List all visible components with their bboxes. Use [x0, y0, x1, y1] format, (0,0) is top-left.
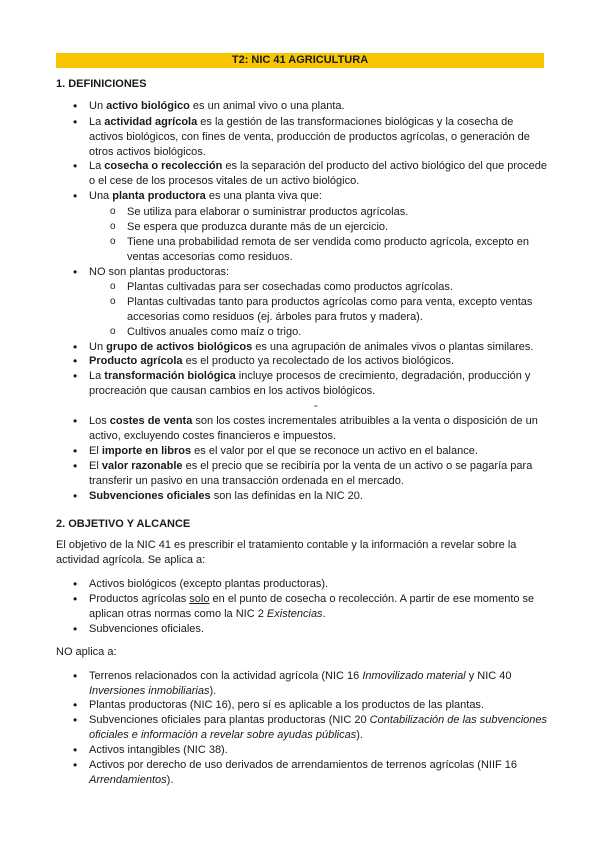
sub-list-item: o Cultivos anuales como maíz o trigo.	[127, 325, 537, 340]
list-item: • Activos por derecho de uso derivados de arrendamientos de terrenos agrícolas (NIIF 16 Arrendamientos).	[89, 758, 549, 788]
list-item: • La actividad agrícola es la gestión de las transformaciones biológicas y la cosecha de activos biológicos, con fines de venta, producción de productos agrícolas, o generación de otros activos biológicos.	[89, 115, 549, 160]
section-heading-objetivo: 2. OBJETIVO Y ALCANCE	[56, 518, 191, 530]
document-title: T2: NIC 41 AGRICULTURA	[56, 53, 544, 68]
intro-paragraph: El objetivo de la NIC 41 es prescribir el tratamiento contable y la información a revelar sobre la actividad agrícola. Se aplica a:	[56, 539, 517, 566]
sub-list-item: o Tiene una probabilidad remota de ser vendida como producto agrícola, excepto en ventas accesorias como residuos.	[127, 235, 537, 265]
list-item: • El importe en libros es el valor por el que se reconoce un activo en el balance.	[89, 444, 549, 459]
sub-list-item: o Se utiliza para elaborar o suministrar productos agrícolas.	[127, 205, 537, 220]
list-item: • Los costes de venta son los costes incrementales atribuibles a la venta o disposición de un activo, excluyendo costes financieros e impuestos.	[89, 414, 549, 444]
list-item: • Producto agrícola es el producto ya recolectado de los activos biológicos.	[89, 354, 549, 369]
list-item: • La transformación biológica incluye procesos de crecimiento, degradación, producción y procreación que causan cambios en los activos biológicos.	[89, 369, 549, 399]
list-item: • Terrenos relacionados con la actividad agrícola (NIC 16 Inmovilizado material y NIC 40 Inversiones inmobiliarias).	[89, 669, 549, 699]
list-item: • Subvenciones oficiales.	[89, 622, 549, 637]
list-item: • Plantas productoras (NIC 16), pero sí es aplicable a los productos de las plantas.	[89, 698, 549, 713]
list-item: • Una planta productora es una planta viva que:	[89, 189, 549, 204]
list-item: • Productos agrícolas solo en el punto de cosecha o recolección. A partir de ese momento se aplican otras normas como la NIC 2 Existencias.	[89, 592, 549, 622]
list-item: • La cosecha o recolección es la separación del producto del activo biológico del que procede o el cese de los procesos vitales de un activo biológico.	[89, 159, 549, 189]
sub-list-item: o Se espera que produzca durante más de un ejercicio.	[127, 220, 537, 235]
list-item: • Activos biológicos (excepto plantas productoras).	[89, 577, 549, 592]
list-item: • El valor razonable es el precio que se recibiría por la venta de un activo o se pagaría para transferir un pasivo en una transacción ordenada en el mercado.	[89, 459, 549, 489]
separator-dash: -	[314, 400, 318, 412]
sub-list-item: o Plantas cultivadas para ser cosechadas como productos agrícolas.	[127, 280, 537, 295]
section-heading-definiciones: 1. DEFINICIONES	[56, 78, 147, 90]
no-aplica-label: NO aplica a:	[56, 646, 117, 658]
list-item: • Activos intangibles (NIC 38).	[89, 743, 549, 758]
list-item: • Un activo biológico es un animal vivo o una planta.	[89, 99, 549, 114]
list-item: • NO son plantas productoras:	[89, 265, 549, 280]
list-item: • Subvenciones oficiales son las definidas en la NIC 20.	[89, 489, 549, 504]
list-item: • Un grupo de activos biológicos es una agrupación de animales vivos o plantas similares.	[89, 340, 549, 355]
sub-list-item: o Plantas cultivadas tanto para productos agrícolas como para venta, excepto ventas accesorias como residuos (ej. árboles para frutos y madera).	[127, 295, 537, 325]
list-item: • Subvenciones oficiales para plantas productoras (NIC 20 Contabilización de las subvenciones oficiales e información a revelar sobre ayudas públicas).	[89, 713, 549, 743]
